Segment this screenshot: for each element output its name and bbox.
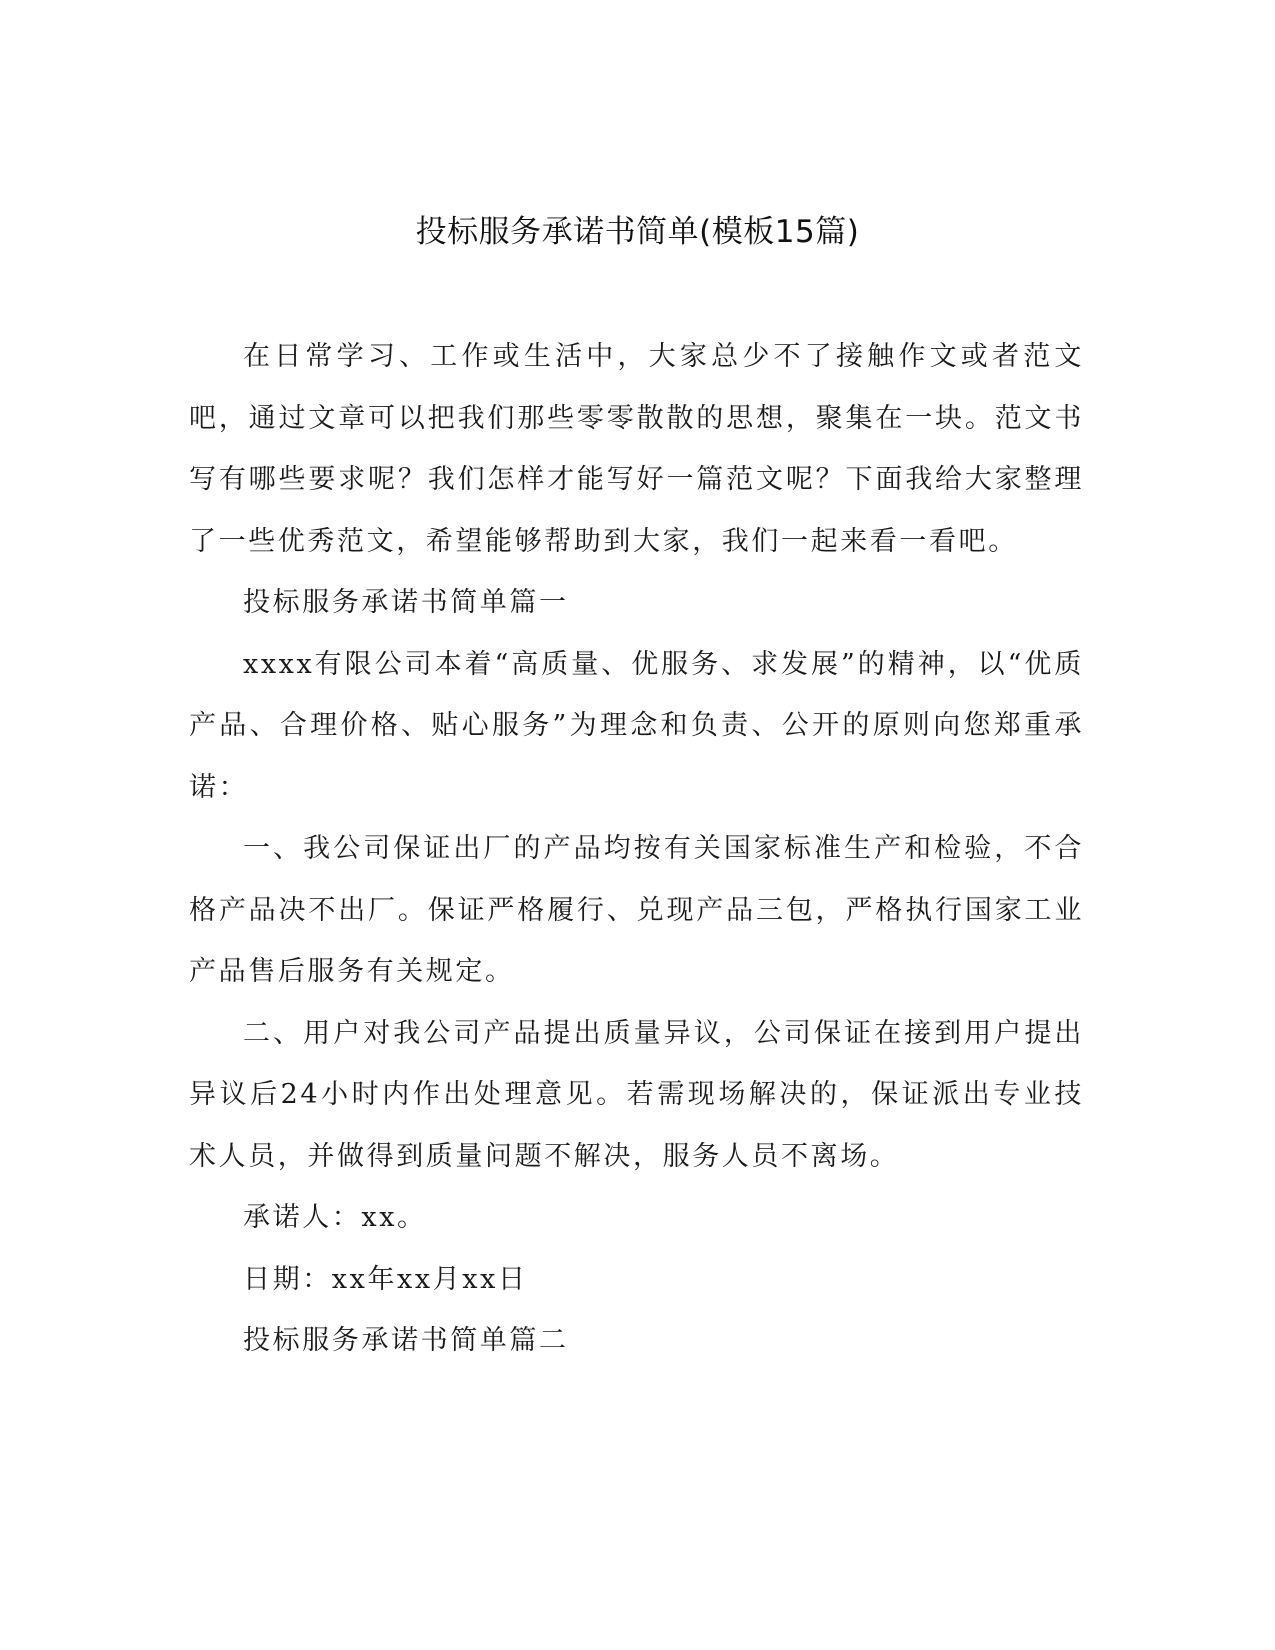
intro-paragraph: 在日常学习、工作或生活中，大家总少不了接触作文或者范文吧，通过文章可以把我们那些零零散散的思想，聚集在一块。范文书写有哪些要求呢？我们怎样才能写好一篇范文呢？下面我给大家整理了一些优秀范文，希望能够帮助到大家，我们一起来看一看吧。: [189, 341, 1084, 557]
section-heading-1: 投标服务承诺书简单篇一: [243, 587, 569, 618]
document-title: 投标服务承诺书简单(模板15篇): [415, 214, 860, 250]
commitment-item-2: 二、用户对我公司产品提出质量异议，公司保证在接到用户提出异议后24小时内作出处理意见。若需现场解决的，保证派出专业技术人员，并做得到质量问题不解决，服务人员不离场。: [189, 1017, 1084, 1172]
document-body: [189, 326, 1084, 1372]
section-heading-2: 投标服务承诺书简单篇二: [243, 1325, 569, 1356]
commitment-intro-paragraph: xxxx有限公司本着“高质量、优服务、求发展”的精神，以“优质产品、合理价格、贴心服务”为理念和负责、公开的原则向您郑重承诺：: [189, 648, 1084, 803]
date-line: 日期：xx年xx月xx日: [243, 1263, 528, 1295]
signatory-line: 承诺人：xx。: [243, 1202, 427, 1233]
commitment-item-1: 一、我公司保证出厂的产品均按有关国家标准生产和检验，不合格产品决不出厂。保证严格履行、兑现产品三包，严格执行国家工业产品售后服务有关规定。: [189, 833, 1084, 987]
